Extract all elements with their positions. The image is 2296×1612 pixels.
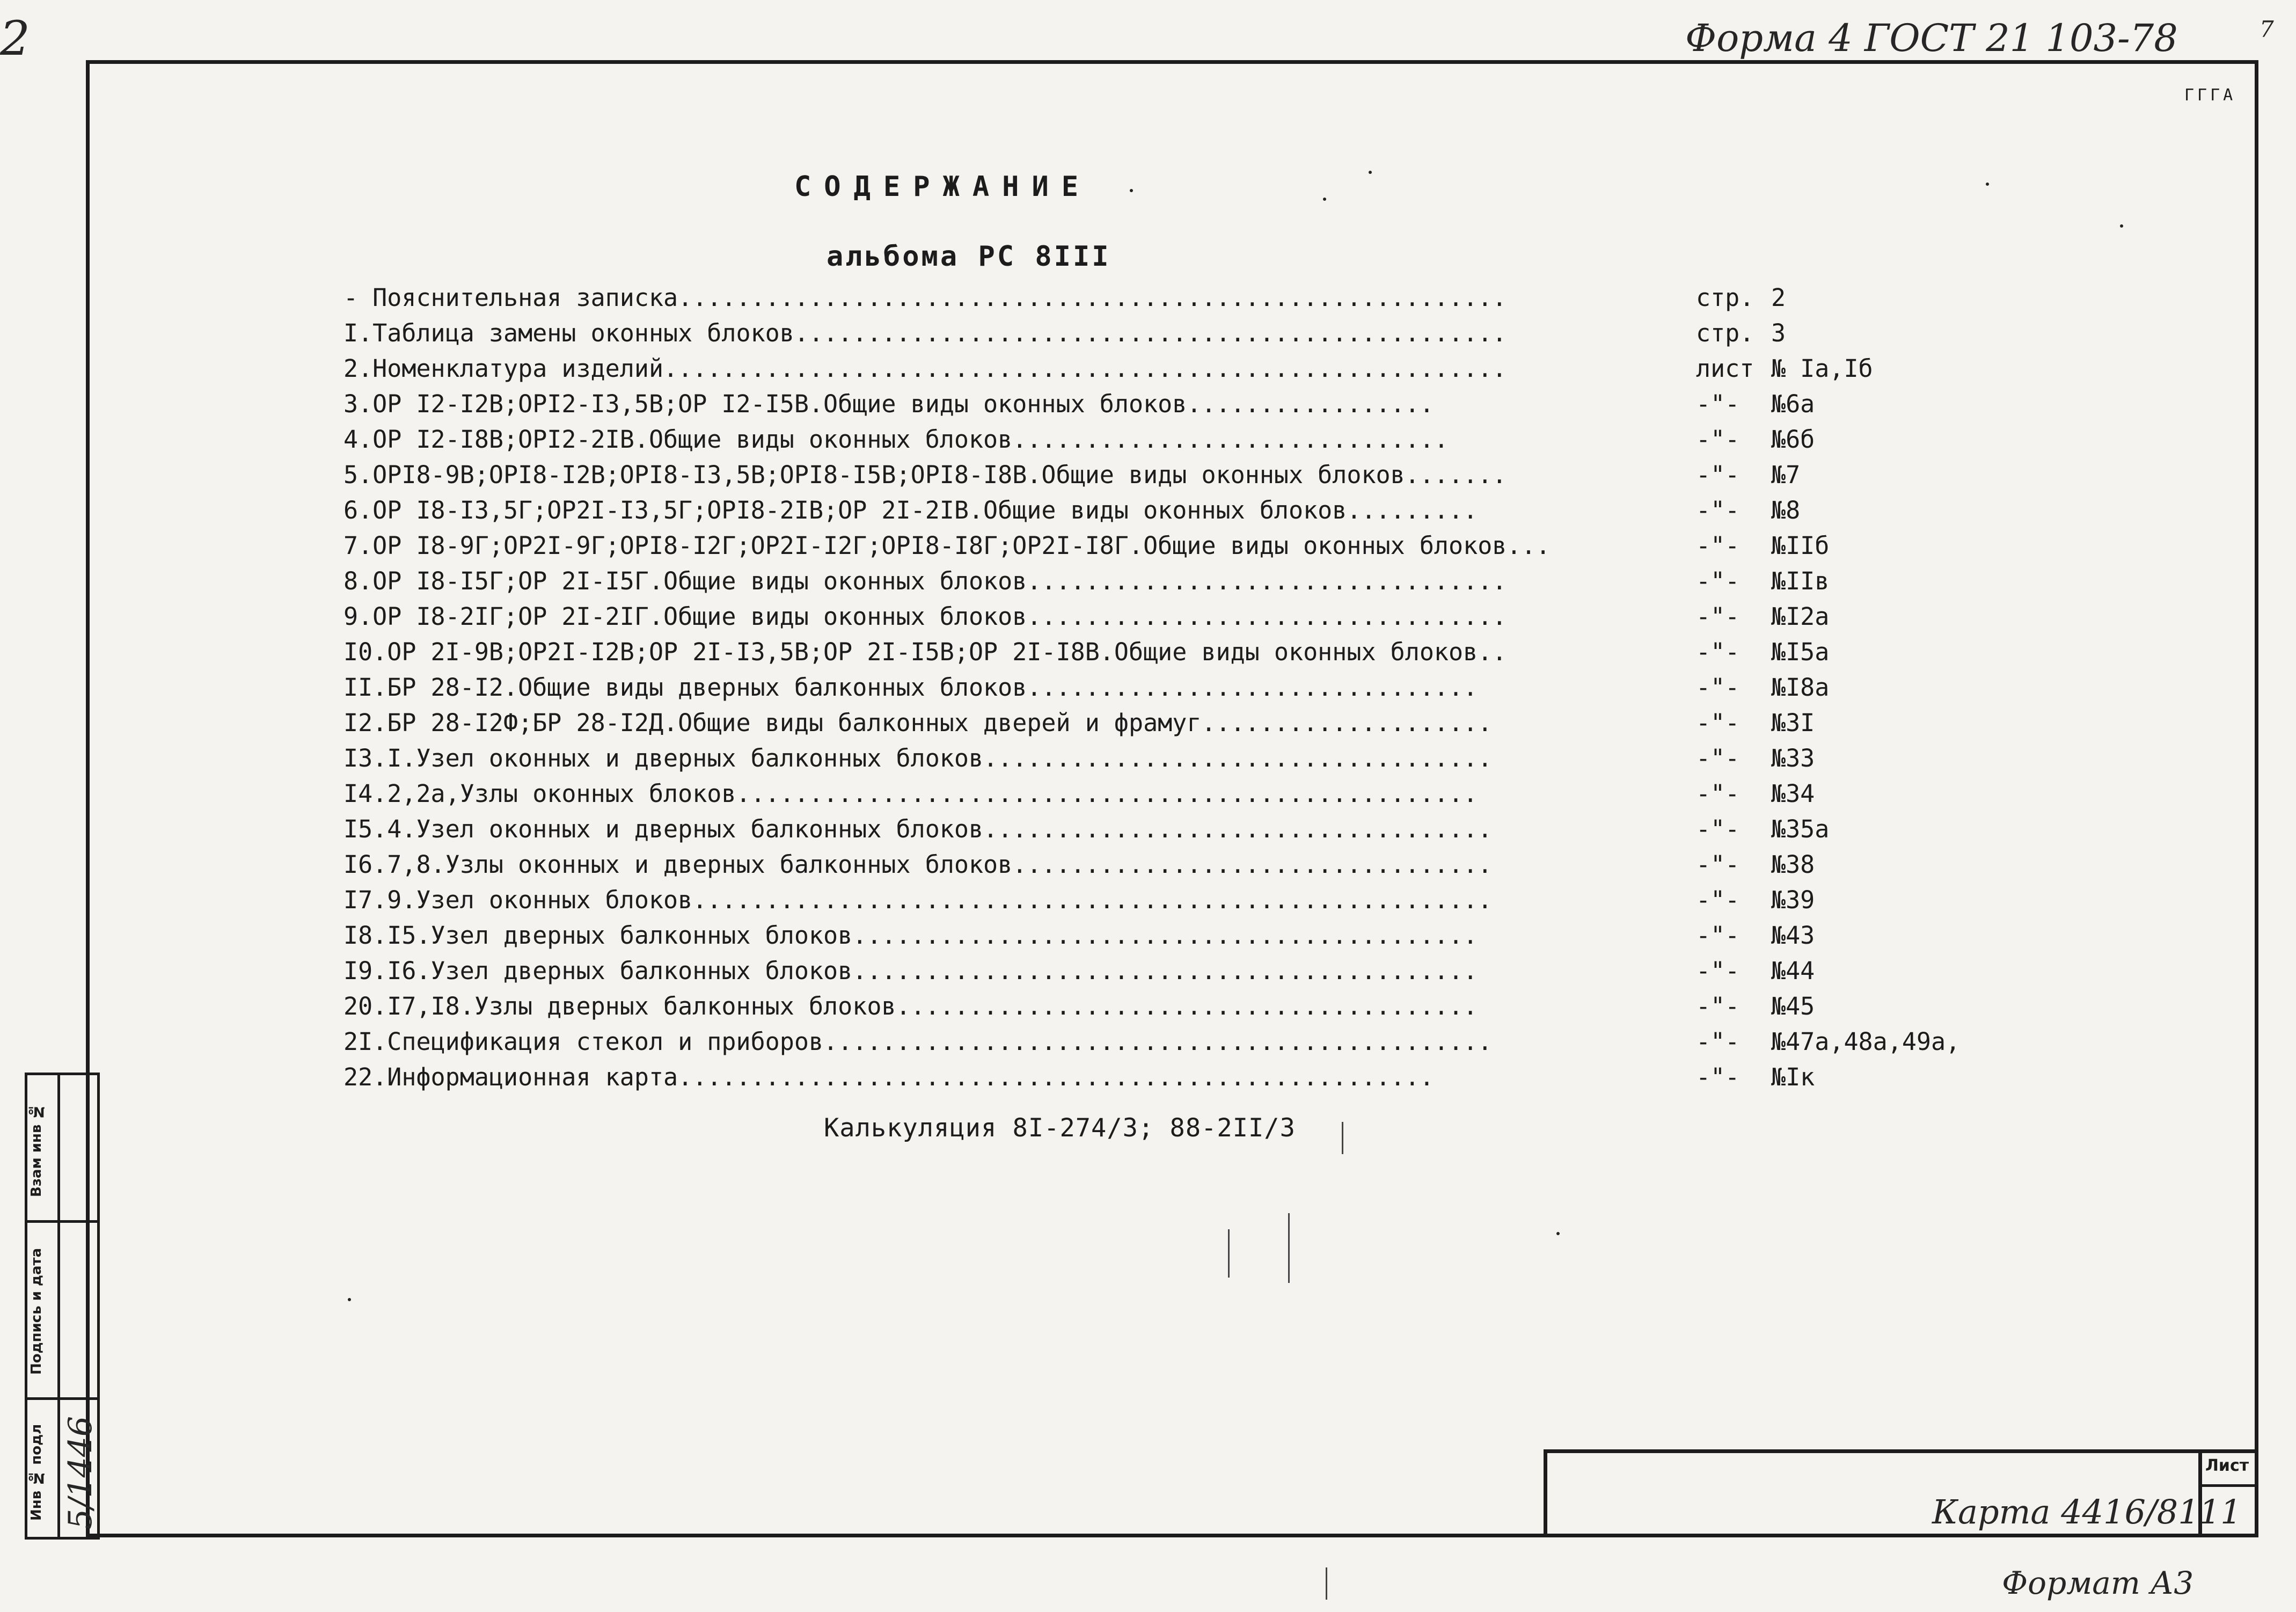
toc-entry-sheet-number: 2 <box>1771 283 1786 312</box>
toc-entry-sheet-number: №IIб <box>1771 531 1830 560</box>
toc-entry-page-label: -"- <box>1696 744 1740 772</box>
page-number: 2 <box>0 11 30 66</box>
toc-entry-title: 7.ОР I8-9Г;ОР2I-9Г;ОРI8-I2Г;ОР2I-I2Г;ОРI8-I8Г;ОР2I-I8Г.Общие виды оконных блоков... <box>343 531 1551 560</box>
toc-entry <box>343 953 2061 989</box>
toc-entry-page-label: -"- <box>1696 496 1740 524</box>
document-subtitle: альбома РС 8III <box>827 240 1111 273</box>
toc-entry-page-label: лист <box>1696 354 1754 383</box>
toc-entry-page-label: -"- <box>1696 957 1740 985</box>
side-stamp-divider <box>27 1397 97 1400</box>
toc-entry-sheet-number: №6а <box>1771 390 1815 418</box>
toc-entry-sheet-number: №3I <box>1771 709 1815 737</box>
toc-entry <box>343 1024 2061 1060</box>
toc-entry-title: I5.4.Узел оконных и дверных балконных блоков................................... <box>343 815 1493 843</box>
toc-entry-page-label: -"- <box>1696 709 1740 737</box>
side-stamp <box>25 1073 100 1540</box>
toc-entry <box>343 918 2061 953</box>
toc-entry-sheet-number: №43 <box>1771 921 1815 950</box>
toc-entry-title: 2.Номенклатура изделий.......................................................... <box>343 354 1507 383</box>
toc-entry-sheet-number: 3 <box>1771 319 1786 347</box>
calculation-reference: Калькуляция 8I-274/3; 88-2II/3 <box>824 1113 1296 1143</box>
toc-entry-title: 20.I7,I8.Узлы дверных балконных блоков........................................ <box>343 992 1478 1020</box>
toc-entry-title: I4.2,2а,Узлы оконных блоков................................................... <box>343 779 1478 808</box>
toc-entry-title: II.БР 28-I2.Общие виды дверных балконных блоков............................... <box>343 673 1478 702</box>
copy-mark: ГГГА <box>2184 86 2236 105</box>
toc-entry-page-label: -"- <box>1696 673 1740 702</box>
toc-entry-sheet-number: №I5а <box>1771 638 1830 666</box>
toc-entry-title: 9.ОР I8-2IГ;ОР 2I-2IГ.Общие виды оконных блоков................................. <box>343 602 1507 631</box>
toc-entry-page-label: -"- <box>1696 850 1740 879</box>
toc-entry-page-label: -"- <box>1696 425 1740 454</box>
toc-entry-sheet-number: №38 <box>1771 850 1815 879</box>
toc-entry-title: 22.Информационная карта.................................................... <box>343 1063 1434 1091</box>
scan-mark <box>1342 1122 1343 1154</box>
toc-entry-sheet-number: №47а,48а,49а, <box>1771 1027 1961 1056</box>
toc-entry-page-label: -"- <box>1696 390 1740 418</box>
card-number-note: Карта 4416/8111 <box>1932 1492 2242 1531</box>
toc-entry-sheet-number: №34 <box>1771 779 1815 808</box>
toc-entry <box>343 493 2061 528</box>
toc-entry-page-label: -"- <box>1696 1027 1740 1056</box>
toc-entry-title: I2.БР 28-I2Ф;БР 28-I2Д.Общие виды балконных дверей и фрамуг.................... <box>343 709 1493 737</box>
toc-entry-sheet-number: №35а <box>1771 815 1830 843</box>
toc-entry-sheet-number: № Iа,Iб <box>1771 354 1873 383</box>
sheet-label: Лист <box>2205 1456 2249 1475</box>
toc-entry <box>343 776 2061 812</box>
toc-entry <box>343 422 2061 457</box>
toc-entry-sheet-number: №45 <box>1771 992 1815 1020</box>
toc-entry <box>343 1060 2061 1095</box>
toc-entry-sheet-number: №33 <box>1771 744 1815 772</box>
toc-entry <box>343 316 2061 351</box>
toc-entry-title: 6.ОР I8-I3,5Г;ОР2I-I3,5Г;ОРI8-2IВ;ОР 2I-2IВ.Общие виды оконных блоков......... <box>343 496 1478 524</box>
document-title: СОДЕРЖАНИЕ <box>794 171 1092 203</box>
scan-speck <box>1130 189 1133 192</box>
toc-entry <box>343 457 2061 493</box>
toc-entry-page-label: -"- <box>1696 992 1740 1020</box>
replaced-inventory-label: Взам инв № <box>28 1103 45 1198</box>
toc-entry <box>343 634 2061 670</box>
scan-speck <box>1556 1232 1560 1235</box>
toc-entry <box>343 847 2061 882</box>
scan-mark <box>1288 1213 1290 1283</box>
original-inventory-label: Инв № подл <box>28 1424 45 1521</box>
toc-entry-title: 4.ОР I2-I8В;ОРI2-2IВ.Общие виды оконных блоков.............................. <box>343 425 1449 454</box>
signature-date-label: Подпись и дата <box>28 1248 45 1375</box>
toc-entry-title: I3.I.Узел оконных и дверных балконных блоков................................... <box>343 744 1493 772</box>
toc-entry-title: 2I.Спецификация стекол и приборов.............................................. <box>343 1027 1493 1056</box>
toc-entry <box>343 812 2061 847</box>
toc-entry <box>343 882 2061 918</box>
toc-entry-page-label: -"- <box>1696 531 1740 560</box>
format-note: Формат А3 <box>2002 1565 2194 1601</box>
toc-entry <box>343 386 2061 422</box>
toc-entry <box>343 670 2061 705</box>
toc-entry-page-label: -"- <box>1696 602 1740 631</box>
toc-entry-sheet-number: №7 <box>1771 461 1801 489</box>
toc-entry <box>343 705 2061 741</box>
toc-entry-page-label: -"- <box>1696 779 1740 808</box>
toc-entry <box>343 351 2061 386</box>
scan-mark <box>1326 1567 1327 1600</box>
toc-entry-title: 8.ОР I8-I5Г;ОР 2I-I5Г.Общие виды оконных блоков................................. <box>343 567 1507 595</box>
toc-entry-page-label: -"- <box>1696 815 1740 843</box>
toc-entry-sheet-number: №8 <box>1771 496 1801 524</box>
toc-entry-sheet-number: №IIв <box>1771 567 1830 595</box>
scan-speck <box>2120 224 2123 228</box>
toc-entry-page-label: -"- <box>1696 567 1740 595</box>
toc-entry <box>343 528 2061 564</box>
toc-entry-title: I8.I5.Узел дверных балконных блоков........................................... <box>343 921 1478 950</box>
toc-entry-title: I0.ОР 2I-9В;ОР2I-I2В;ОР 2I-I3,5В;ОР 2I-I5В;ОР 2I-I8В.Общие виды оконных блоков.. <box>343 638 1507 666</box>
toc-entry <box>343 989 2061 1024</box>
inventory-number: 5/1446 <box>62 1416 99 1529</box>
toc-entry-page-label: -"- <box>1696 921 1740 950</box>
toc-entry-sheet-number: №44 <box>1771 957 1815 985</box>
toc-entry <box>343 599 2061 634</box>
toc-entry-page-label: стр. <box>1696 283 1754 312</box>
toc-entry-page-label: стр. <box>1696 319 1754 347</box>
toc-entry-page-label: -"- <box>1696 638 1740 666</box>
scan-mark <box>1228 1229 1230 1278</box>
toc-entry <box>343 564 2061 599</box>
toc-entry-sheet-number: №39 <box>1771 886 1815 914</box>
toc-entry-page-label: -"- <box>1696 1063 1740 1091</box>
table-of-contents <box>343 280 2061 1095</box>
side-stamp-divider <box>57 1075 60 1537</box>
toc-entry-title: I.Таблица замены оконных блоков................................................. <box>343 319 1507 347</box>
toc-entry-sheet-number: №Iк <box>1771 1063 1815 1091</box>
scan-speck <box>1369 171 1372 174</box>
toc-entry-title: I6.7,8.Узлы оконных и дверных балконных блоков................................. <box>343 850 1493 879</box>
format-stamp: Форма 4 ГОСТ 21 103-78 <box>1685 16 2178 60</box>
toc-entry <box>343 280 2061 316</box>
scan-speck <box>348 1298 351 1301</box>
toc-entry-page-label: -"- <box>1696 461 1740 489</box>
toc-entry-title: - Пояснительная записка......................................................... <box>343 283 1507 312</box>
side-stamp-divider <box>27 1220 97 1223</box>
toc-entry <box>343 741 2061 776</box>
scan-speck <box>1323 198 1326 201</box>
corner-mark: 7 <box>2260 16 2274 42</box>
sheet-cell-divider <box>2202 1484 2255 1487</box>
toc-entry-title: 5.ОРI8-9В;ОРI8-I2В;ОРI8-I3,5В;ОРI8-I5В;ОРI8-I8В.Общие виды оконных блоков....... <box>343 461 1507 489</box>
toc-entry-title: I9.I6.Узел дверных балконных блоков........................................... <box>343 957 1478 985</box>
toc-entry-page-label: -"- <box>1696 886 1740 914</box>
toc-entry-title: 3.ОР I2-I2В;ОРI2-I3,5В;ОР I2-I5В.Общие виды оконных блоков................. <box>343 390 1434 418</box>
toc-entry-sheet-number: №I8а <box>1771 673 1830 702</box>
toc-entry-sheet-number: №6б <box>1771 425 1815 454</box>
toc-entry-title: I7.9.Узел оконных блоков....................................................... <box>343 886 1493 914</box>
toc-entry-sheet-number: №I2а <box>1771 602 1830 631</box>
scan-speck <box>1986 183 1989 186</box>
